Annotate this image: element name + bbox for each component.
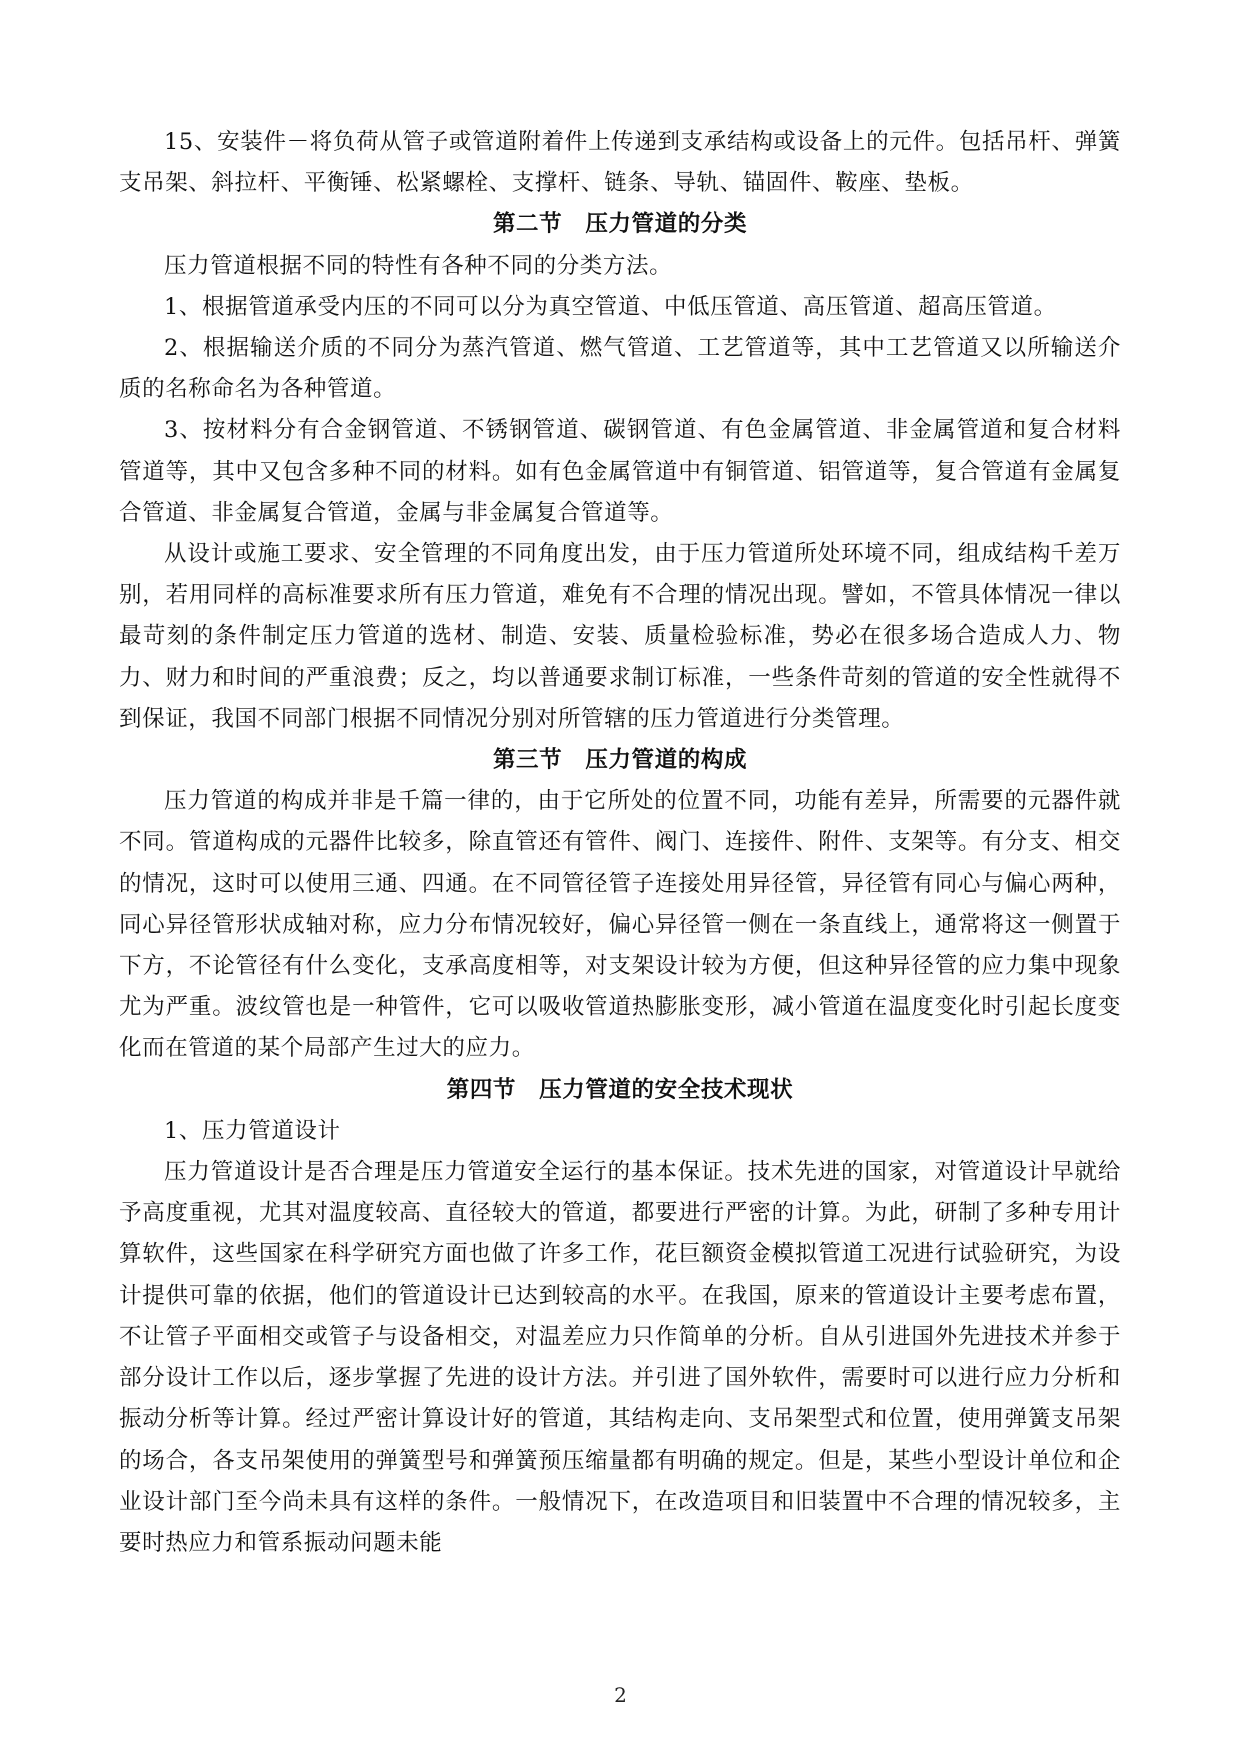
section-heading-classification: 第二节 压力管道的分类 (492, 211, 748, 238)
paragraph-classification-management: 从设计或施工要求、安全管理的不同角度出发，由于压力管道所处环境不同，组成结构千差万别，若用同样的高标准要求所有压力管道，难免有不合理的情况出现。譬如，不管具体情况一律以最苛刻的条件制定压力管道的选材、制造、安装、质量检验标准，势必在很多场合造成人力、物力、财力和时间的严重浪费；反之，均以普通要求制订标准，一些条件苛刻的管道的安全性就得不到保证，我国不同部门根据不同情况分别对所管辖的压力管道进行分类管理。 (119, 541, 1121, 732)
document-body (119, 122, 1121, 1564)
section-heading-composition: 第三节 压力管道的构成 (492, 747, 748, 774)
paragraph-composition: 压力管道的构成并非是千篇一律的，由于它所处的位置不同，功能有差异，所需要的元器件就不同。管道构成的元器件比较多，除直管还有管件、阀门、连接件、附件、支架等。有分支、相交的情况，这时可以使用三通、四通。在不同管径管子连接处用异径管，异径管有同心与偏心两种，同心异径管形状成轴对称，应力分布情况较好，偏心异径管一侧在一条直线上，通常将这一侧置于下方，不论管径有什么变化，支承高度相等，对支架设计较为方便，但这种异径管的应力集中现象尤为严重。波纹管也是一种管件，它可以吸收管道热膨胀变形，减小管道在温度变化时引起长度变化而在管道的某个局部产生过大的应力。 (119, 788, 1121, 1062)
paragraph-mounting-parts: 15、安装件－将负荷从管子或管道附着件上传递到支承结构或设备上的元件。包括吊杆、弹簧支吊架、斜拉杆、平衡锤、松紧螺栓、支撑杆、链条、导轨、锚固件、鞍座、垫板。 (119, 129, 1121, 197)
paragraph-classification-material: 3、按材料分有合金钢管道、不锈钢管道、碳钢管道、有色金属管道、非金属管道和复合材料管道等，其中又包含多种不同的材料。如有色金属管道中有铜管道、铝管道等，复合管道有金属复合管道、非金属复合管道，金属与非金属复合管道等。 (119, 417, 1121, 526)
paragraph-design-subheading: 1、压力管道设计 (164, 1117, 341, 1144)
page-number: 2 (614, 1683, 627, 1707)
paragraph-classification-medium: 2、根据输送介质的不同分为蒸汽管道、燃气管道、工艺管道等，其中工艺管道又以所输送介质的名称命名为各种管道。 (119, 335, 1121, 403)
paragraph-classification-intro: 压力管道根据不同的特性有各种不同的分类方法。 (164, 252, 673, 279)
section-heading-safety-status: 第四节 压力管道的安全技术现状 (446, 1076, 794, 1103)
paragraph-classification-pressure: 1、根据管道承受内压的不同可以分为真空管道、中低压管道、高压管道、超高压管道。 (164, 293, 1057, 320)
paragraph-design: 压力管道设计是否合理是压力管道安全运行的基本保证。技术先进的国家，对管道设计早就给予高度重视，尤其对温度较高、直径较大的管道，都要进行严密的计算。为此，研制了多种专用计算软件，这些国家在科学研究方面也做了许多工作，花巨额资金模拟管道工况进行试验研究，为设计提供可靠的依据，他们的管道设计已达到较高的水平。在我国，原来的管道设计主要考虑布置，不让管子平面相交或管子与设备相交，对温差应力只作简单的分析。自从引进国外先进技术并参于部分设计工作以后，逐步掌握了先进的设计方法。并引进了国外软件，需要时可以进行应力分析和振动分析等计算。经过严密计算设计好的管道，其结构走向、支吊架型式和位置，使用弹簧支吊架的场合，各支吊架使用的弹簧型号和弹簧预压缩量都有明确的规定。但是，某些小型设计单位和企业设计部门至今尚未具有这样的条件。一般情况下，在改造项目和旧装置中不合理的情况较多，主要时热应力和管系振动问题未能 (119, 1159, 1121, 1556)
